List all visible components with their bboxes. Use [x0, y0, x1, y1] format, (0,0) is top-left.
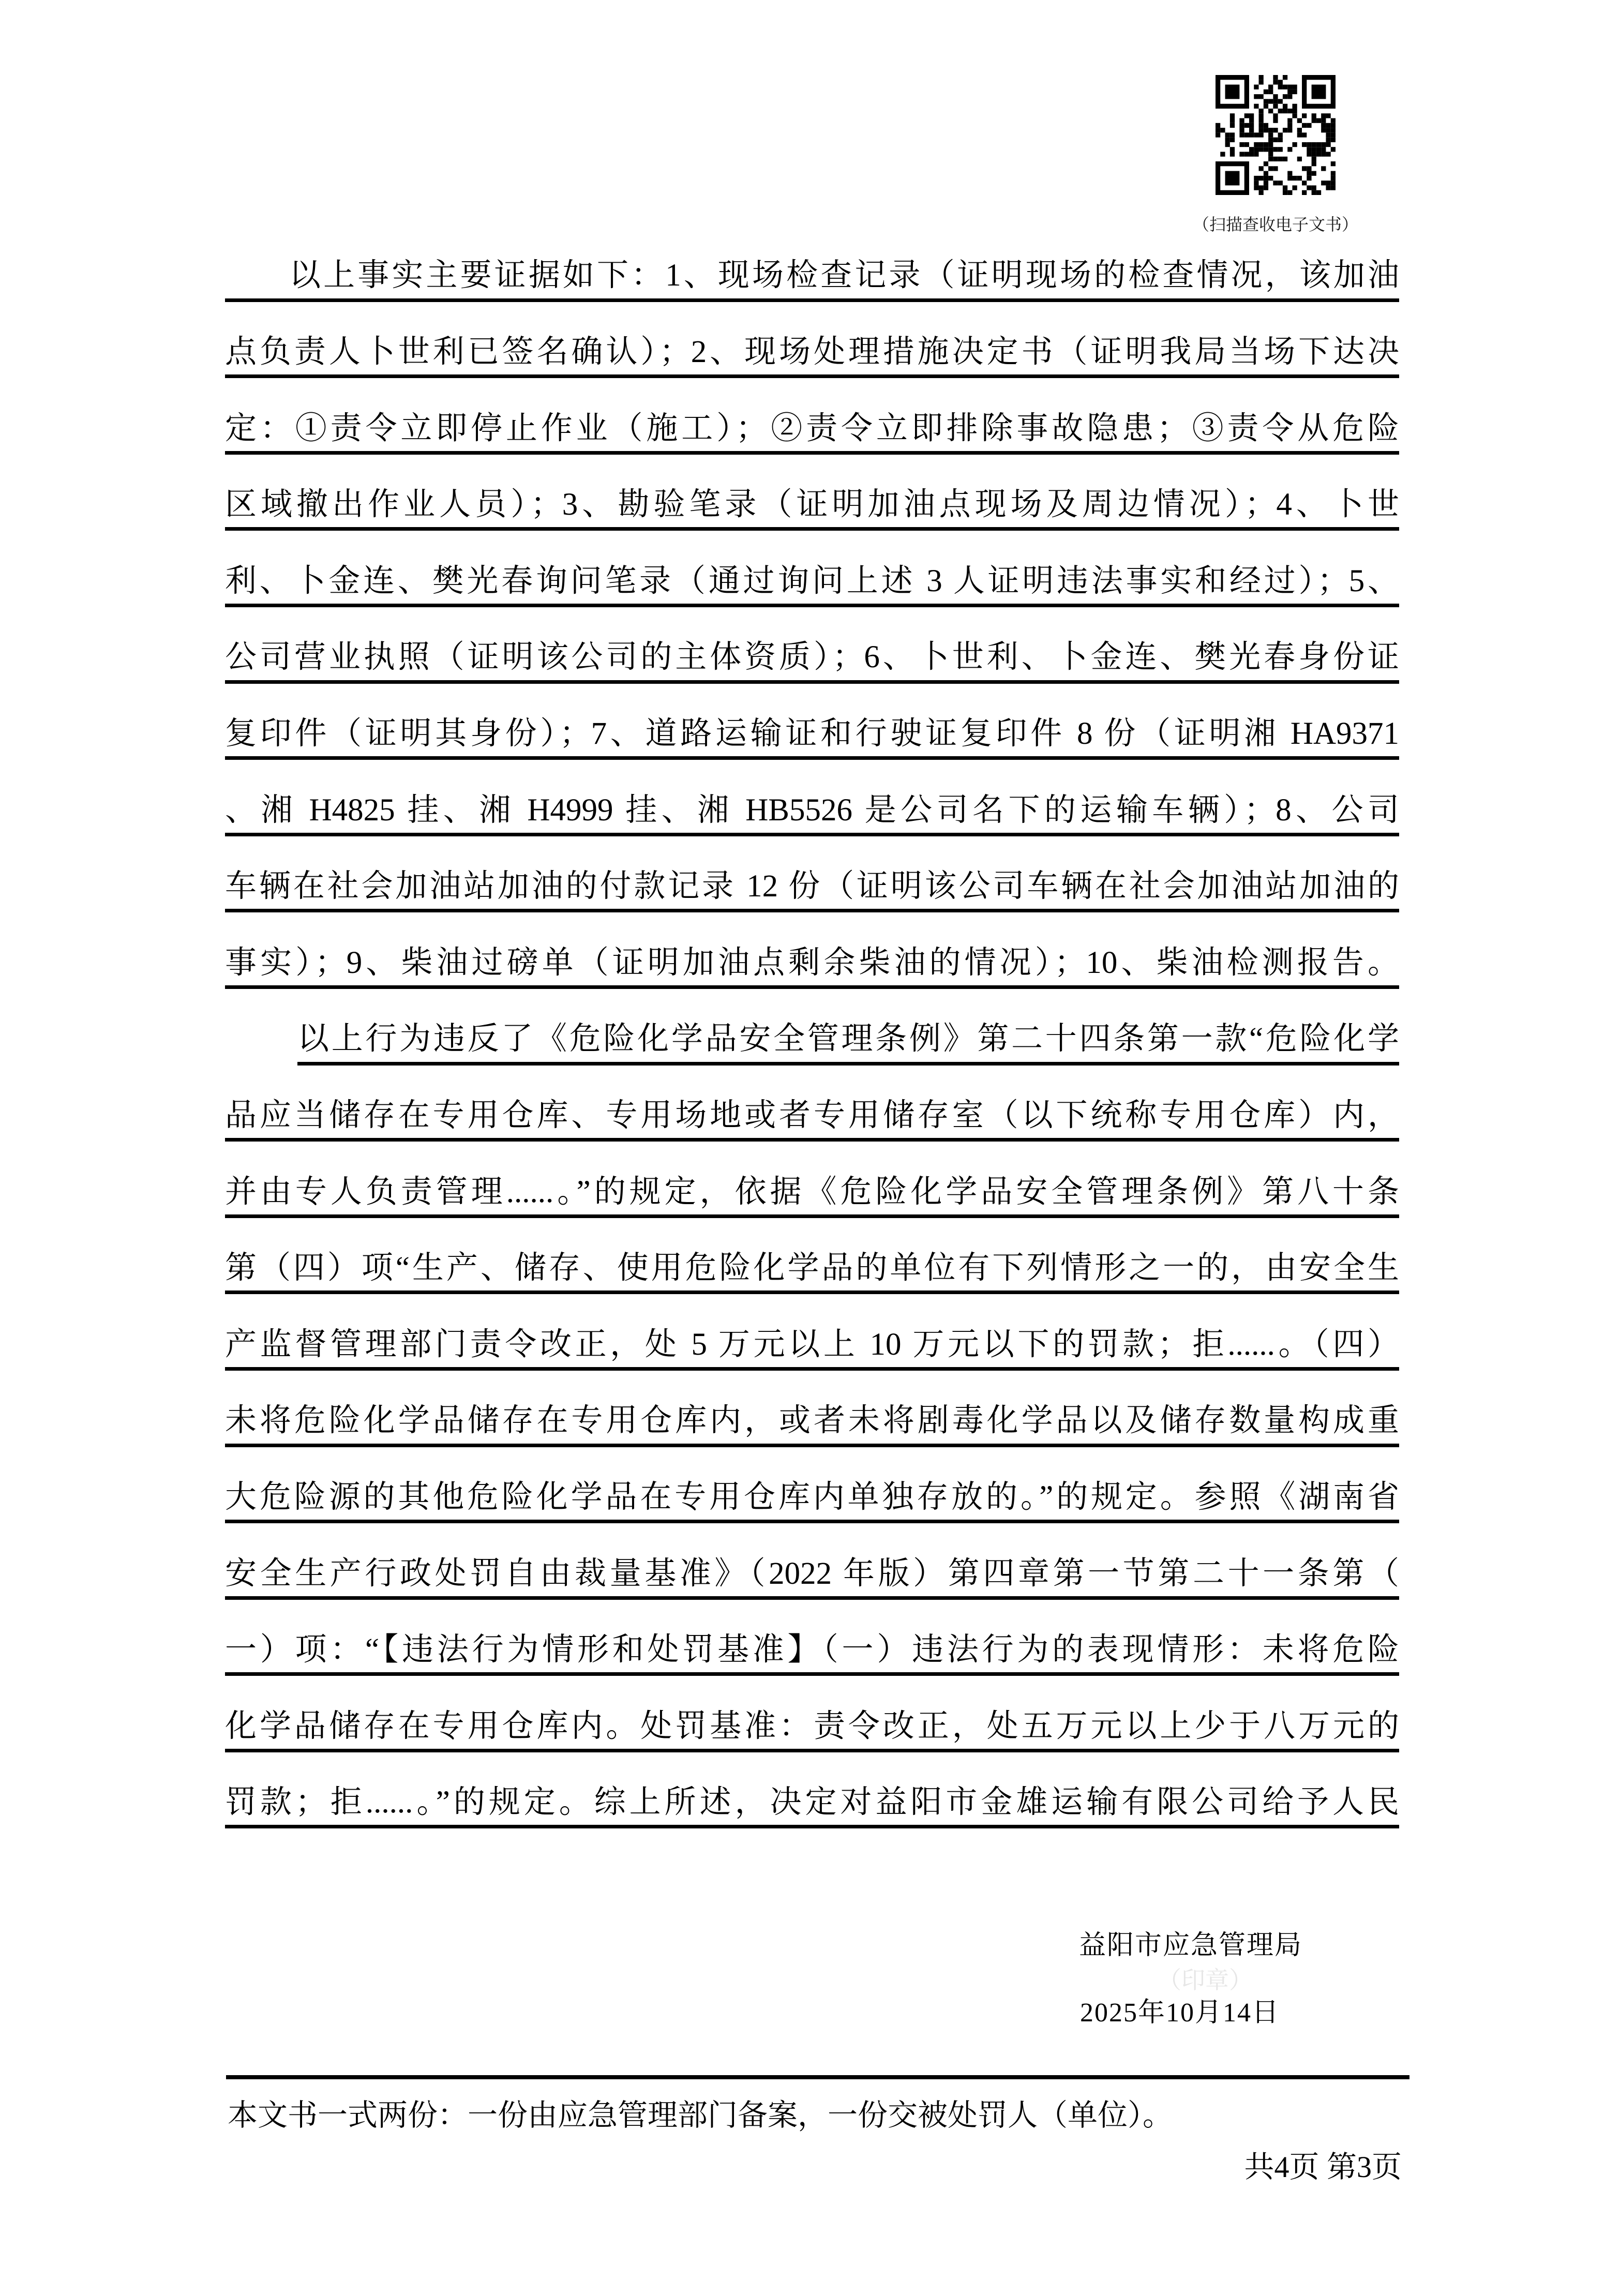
body-line-text: 罚款；拒......。”的规定。综上所述，决定对益阳市金雄运输有限公司给予人民 — [225, 1785, 1399, 1820]
body-line — [225, 1142, 1399, 1218]
body-line — [225, 1523, 1399, 1600]
body-line-text: 复印件（证明其身份）；7、道路运输证和行驶证复印件 8 份（证明湘 HA9371 — [225, 716, 1399, 752]
body-line — [225, 1066, 1399, 1142]
body-line-text: 品应当储存在专用仓库、专用场地或者专用储存室（以下统称专用仓库）内， — [225, 1098, 1399, 1133]
qr-code-icon — [1216, 75, 1336, 195]
body-line-text: 、湘 H4825 挂、湘 H4999 挂、湘 HB5526 是公司名下的运输车辆）；8、公司 — [225, 792, 1399, 828]
document-body — [225, 226, 1399, 1828]
seal-placeholder: （印章） — [1158, 1967, 1253, 1993]
footer-note: 本文书一式两份：一份由应急管理部门备案，一份交被处罚人（单位）。 — [228, 2098, 1173, 2132]
body-line — [225, 226, 1399, 302]
body-line-text: 安全生产行政处罚自由裁量基准》（2022 年版）第四章第一节第二十一条第（ — [225, 1556, 1399, 1591]
page-indicator: 共4页 第3页 — [1244, 2150, 1402, 2184]
body-line — [225, 1218, 1399, 1295]
body-line — [225, 1752, 1399, 1829]
body-line-text: 利、卜金连、樊光春询问笔录（通过询问上述 3 人证明违法事实和经过）；5、 — [225, 563, 1399, 598]
body-line — [225, 1294, 1399, 1371]
body-line-text: 一）项：“【违法行为情形和处罚基准】（一）违法行为的表现情形：未将危险 — [225, 1632, 1399, 1668]
qr-caption: （扫描查收电子文书） — [1192, 215, 1358, 234]
body-line-text: 化学品储存在专用仓库内。处罚基准：责令改正，处五万元以上少于八万元的 — [225, 1708, 1399, 1744]
body-line-text: 定：①责令立即停止作业（施工）；②责令立即排除事故隐患；③责令从危险 — [225, 411, 1399, 446]
body-line — [225, 1447, 1399, 1524]
body-line-text: 车辆在社会加油站加油的付款记录 12 份（证明该公司车辆在社会加油站加油的 — [225, 869, 1399, 904]
body-line — [225, 1676, 1399, 1752]
body-line — [225, 1600, 1399, 1676]
body-line-text: 事实）；9、柴油过磅单（证明加油点剩余柴油的情况）；10、柴油检测报告。 — [225, 945, 1399, 980]
body-line-text: 未将危险化学品储存在专用仓库内，或者未将剧毒化学品以及储存数量构成重 — [225, 1403, 1399, 1438]
body-line-text: 并由专人负责管理......。”的规定，依据《危险化学品安全管理条例》第八十条 — [225, 1174, 1399, 1209]
body-line — [225, 836, 1399, 913]
signature-date: 2025年10月14日 — [1080, 1998, 1280, 2028]
body-line-text: 产监督管理部门责令改正，处 5 万元以上 10 万元以下的罚款；拒......。（四） — [225, 1327, 1399, 1362]
body-line — [225, 607, 1399, 684]
body-line-text: 区域撤出作业人员）；3、勘验笔录（证明加油点现场及周边情况）；4、卜世 — [225, 487, 1399, 522]
footer-divider — [226, 2075, 1409, 2079]
body-line — [225, 531, 1399, 607]
body-line-text: 以上行为违反了《危险化学品安全管理条例》第二十四条第一款“危险化学 — [297, 1022, 1399, 1057]
body-line — [225, 455, 1399, 531]
body-line — [225, 912, 1399, 989]
body-line-text: 公司营业执照（证明该公司的主体资质）；6、卜世利、卜金连、樊光春身份证 — [225, 640, 1399, 675]
body-line-text: 以上事实主要证据如下：1、现场检查记录（证明现场的检查情况，该加油 — [289, 258, 1399, 293]
body-line — [297, 989, 1399, 1066]
body-line — [225, 302, 1399, 379]
signature-organization: 益阳市应急管理局 — [1079, 1931, 1303, 1960]
body-line — [225, 760, 1399, 836]
body-line — [225, 684, 1399, 760]
qr-block — [1184, 75, 1367, 234]
body-line — [225, 378, 1399, 455]
body-line-text: 点负责人卜世利已签名确认）；2、现场处理措施决定书（证明我局当场下达决 — [225, 335, 1399, 370]
body-line-text: 第（四）项“生产、储存、使用危险化学品的单位有下列情形之一的，由安全生 — [225, 1251, 1399, 1286]
body-line — [225, 1371, 1399, 1447]
body-line-text: 大危险源的其他危险化学品在专用仓库内单独存放的。”的规定。参照《湖南省 — [225, 1479, 1399, 1514]
